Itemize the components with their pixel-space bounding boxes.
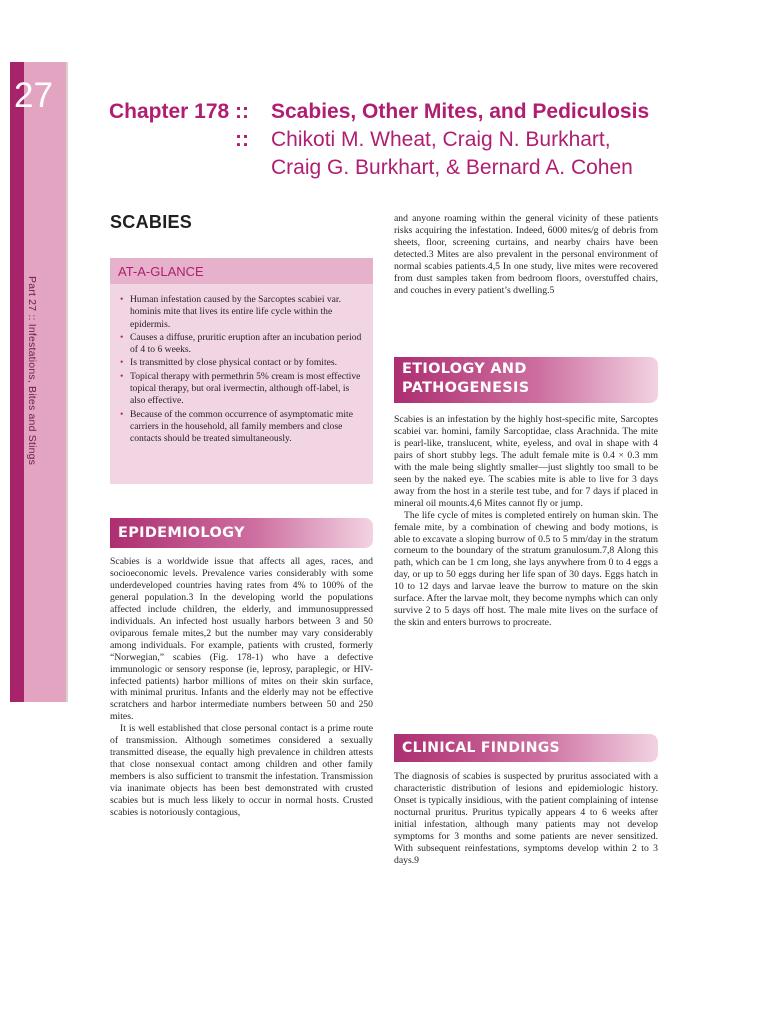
epidemiology-heading: EPIDEMIOLOGY	[118, 525, 245, 541]
continuation-paragraph: and anyone roaming within the general vicinity of these patients risks acquiring the infestation. Indeed, 6000 mites/g of debris from sheets, floor, screening curtains, and nearby chairs have been detected.3 Mites are also prevalent in the personal environment of normal scabies patients.4,5 In one study, live mites were recovered from dust samples taken from bedroom floors, overstuffed chairs, and couches in every patient’s dwelling.5	[394, 213, 658, 296]
authors-line-1: Chikoti M. Wheat, Craig N. Burkhart,	[271, 128, 611, 151]
etiology-text	[394, 414, 658, 629]
at-a-glance-box	[110, 258, 373, 484]
section-title: SCABIES	[110, 212, 193, 232]
chapter-header	[109, 98, 729, 182]
part-number: 27	[14, 76, 53, 115]
clinical-findings-heading: CLINICAL FINDINGS	[402, 740, 560, 756]
clinical-findings-paragraph: The diagnosis of scabies is suspected by pruritus associated with a characteristic distribution of lesions and epidemiologic history. Onset is typically insidious, with the patient complaining of intense nocturnal pruritus. Pruritus typically appears 4 to 6 weeks after initial infestation, although many patients may not develop symptoms for 3 months and some patients are never sensitized. With subsequent reinfestations, symptoms develop within 2 to 3 days.9	[394, 771, 658, 866]
authors-line-2: Craig G. Burkhart, & Bernard A. Cohen	[271, 156, 633, 179]
sidebar-edge	[10, 62, 24, 702]
etiology-paragraph-1: Scabies is an infestation by the highly host-specific mite, Sarcoptes scabiei var. homini, family Sarcoptidae, class Arachnida. The mite is pearl-like, translucent, white, eyeless, and oval in shape with 4 pairs of short stubby legs. The adult female mite is 0.4 × 0.3 mm with the male being slightly smaller—just slightly too small to be seen by the naked eye. The scabies mite is able to live for 3 days away from the host in a sterile test tube, and for 7 days if placed in mineral oil mounts.4,6 Mites cannot fly or jump.	[394, 414, 658, 509]
glance-item: • Topical therapy with permethrin 5% cream is most effective topical therapy, but oral ivermectin, although off-label, is also effective.	[130, 371, 365, 408]
etiology-heading-line-1: ETIOLOGY AND	[402, 361, 527, 377]
etiology-banner	[394, 357, 658, 403]
glance-item: • Because of the common occurrence of asymptomatic mite carriers in the household, all family members and close contacts should be treated simultaneously.	[130, 409, 365, 446]
continuation-text	[394, 213, 658, 297]
at-a-glance-heading: AT-A-GLANCE	[110, 258, 373, 284]
epidemiology-text	[110, 556, 373, 819]
glance-item: • Is transmitted by close physical contact or by fomites.	[130, 357, 365, 369]
epidemiology-banner	[110, 518, 373, 548]
at-a-glance-list	[110, 284, 373, 446]
etiology-paragraph-2: The life cycle of mites is completed entirely on human skin. The female mite, by a combination of chewing and body motions, is able to excavate a sloping burrow of 0.5 to 5 mm/day in the stratum corneum to the boundary of the stratum granulosum.7,8 Along this path, which can be 1 cm long, she lays anywhere from 0 to 4 eggs a day, or up to 50 eggs during her life span of 30 days. Eggs hatch in 10 to 12 days and larvae leave the burrow to mature on the skin surface. After the larvae molt, they become nymphs which can only survive 2 to 5 days off host. The male mite lives on the surface of the skin and enters burrows to procreate.	[394, 509, 658, 629]
chapter-number: Chapter 178	[109, 100, 230, 123]
glance-item: • Human infestation caused by the Sarcoptes scabiei var. hominis mite that lives its entire life cycle within the epidermis.	[130, 294, 365, 331]
chapter-title: Scabies, Other Mites, and Pediculosis	[271, 100, 650, 123]
part-sidebar	[10, 62, 68, 702]
part-vertical-label: Part 27 :: Infestations, Bites and Stings	[26, 276, 38, 466]
header-separator: ::	[235, 100, 249, 123]
epidemiology-paragraph-1: Scabies is a worldwide issue that affects all ages, races, and socioeconomic levels. Prevalence varies considerably with some underdeveloped countries having rates from 4% to 100% of the general population.3 In the developing world the populations affected include children, the elderly, and immunosuppressed individuals. An infected host usually harbors between 3 and 50 oviparous female mites,2 but the number may vary considerably among individuals. For example, patients with crusted, formerly “Norwegian,” scabies (Fig. 178-1) who have a defective immunologic or sensory response (ie, leprosy, paraplegic, or HIV-infected patients) harbor millions of mites on their skin surface, with minimal pruritus. Infants and the elderly may not be effective scratchers and harbor intermediate numbers between 50 and 250 mites.	[110, 556, 373, 723]
clinical-findings-banner	[394, 734, 658, 762]
clinical-findings-text	[394, 771, 658, 867]
header-separator-2: ::	[235, 128, 249, 151]
epidemiology-paragraph-2: It is well established that close personal contact is a prime route of transmission. Although sometimes considered a sexually transmitted disease, the equally high prevalence in children attests that close nonsexual contact among children and other family members is also sufficient to transmit the infestation. Transmission via inanimate objects has been best demonstrated with crusted scabies but is much less likely to occur in normal hosts. Crusted scabies is notoriously contagious,	[110, 723, 373, 819]
etiology-heading-line-2: PATHOGENESIS	[402, 380, 530, 396]
glance-item: • Causes a diffuse, pruritic eruption after an incubation period of 4 to 6 weeks.	[130, 332, 365, 357]
